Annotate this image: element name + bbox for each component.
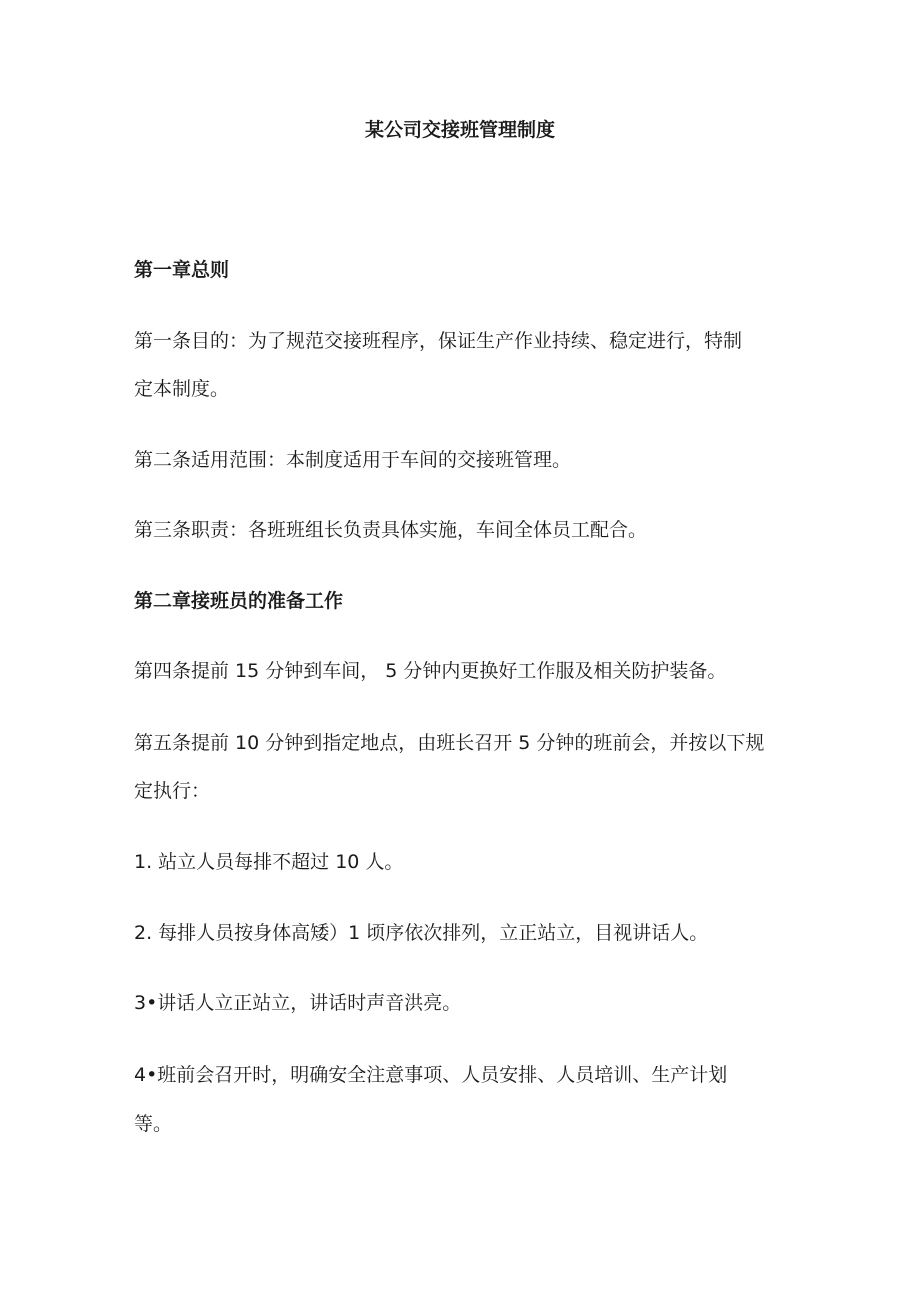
article-3: 第三条职责：各班班组长负责具体实施，车间全体员工配合。 [134,519,648,541]
chapter-2-heading: 第二章接班员的准备工作 [134,590,344,612]
article-2: 第二条适用范围：本制度适用于车间的交接班管理。 [134,449,572,471]
article-4: 第四条提前 15 分钟到车间， 5 分钟内更换好工作服及相关防护装备。 [134,660,727,682]
list-item-4-line-1: 4•班前会召开时，明确安全注意事项、人员安排、人员培训、生产计划 [134,1064,728,1086]
article-5-line-2: 定执行： [134,780,211,802]
list-item-2: 2. 每排人员按身体高矮）1 顷序依次排列，立正站立，目视讲话人。 [134,922,709,944]
article-1-line-1: 第一条目的：为了规范交接班程序，保证生产作业持续、稳定进行，特制 [134,330,743,352]
chapter-1-heading: 第一章总则 [134,259,230,281]
list-item-3: 3•讲话人立正站立，讲话时声音洪亮。 [134,992,462,1014]
list-item-1: 1. 站立人员每排不超过 10 人。 [134,851,404,873]
document-title: 某公司交接班管理制度 [364,119,555,141]
article-1-line-2: 定本制度。 [134,378,230,400]
article-5-line-1: 第五条提前 10 分钟到指定地点，由班长召开 5 分钟的班前会，并按以下规 [134,732,765,754]
list-item-4-line-2: 等。 [134,1113,173,1135]
